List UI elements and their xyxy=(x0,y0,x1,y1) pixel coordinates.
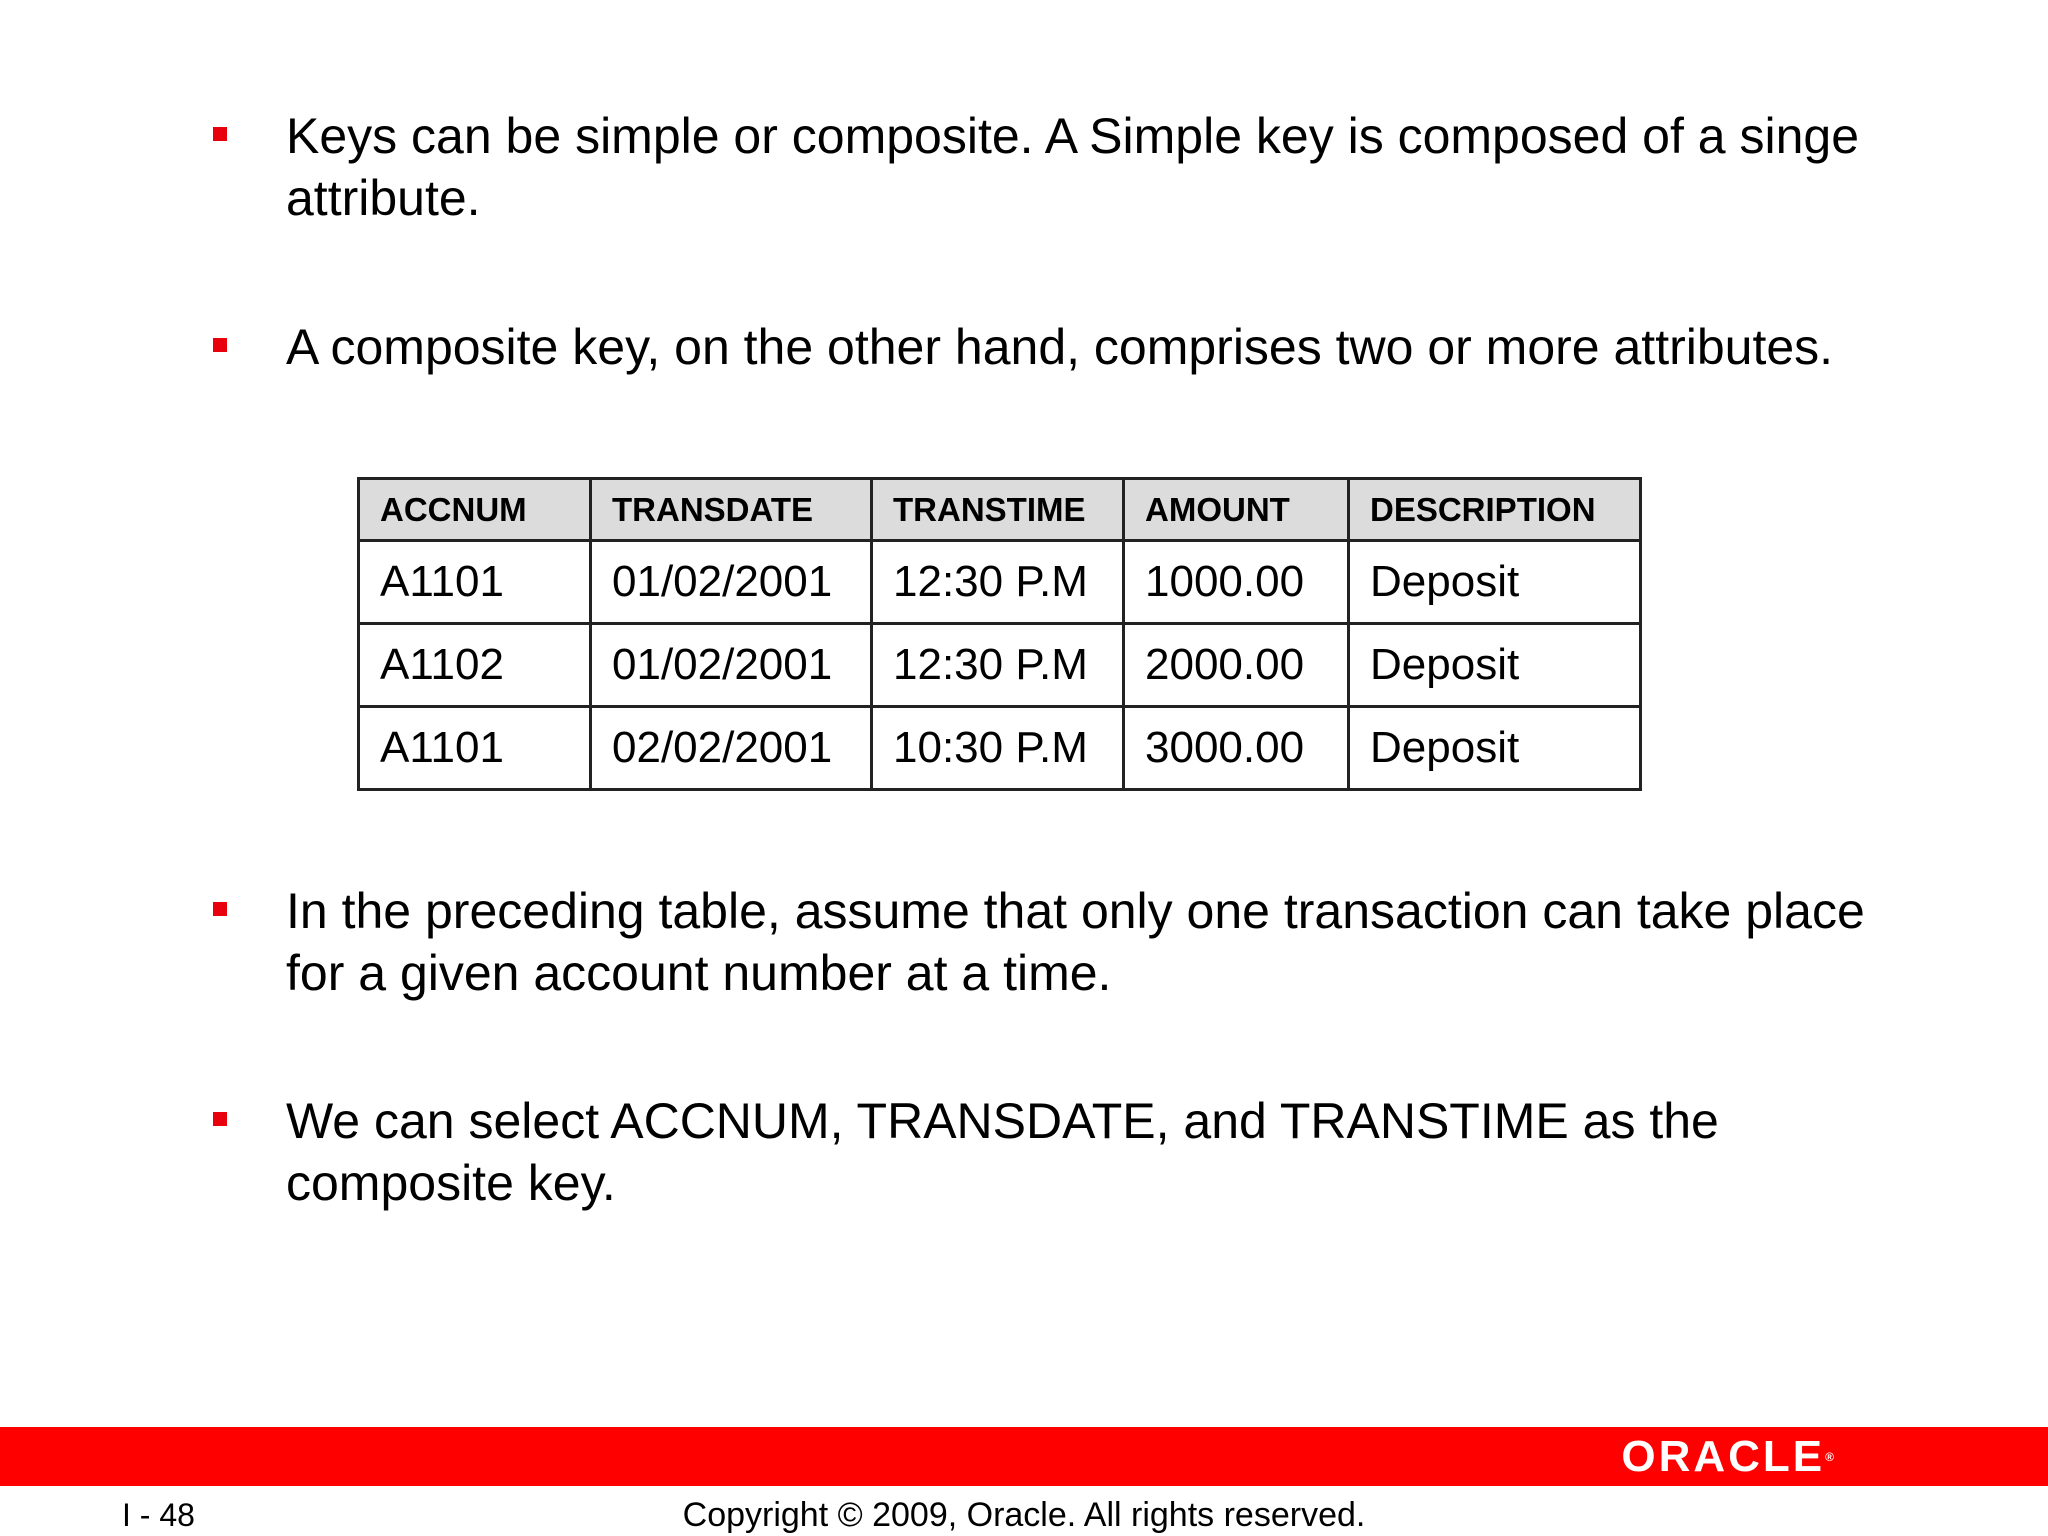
table-cell: A1101 xyxy=(359,541,591,624)
table-cell: 02/02/2001 xyxy=(591,707,872,790)
table-cell: 3000.00 xyxy=(1124,707,1349,790)
bullet-text: A composite key, on the other hand, comprises two or more attributes. xyxy=(286,319,1834,375)
table-cell: A1101 xyxy=(359,707,591,790)
column-header: DESCRIPTION xyxy=(1349,479,1641,541)
page-number: I - 48 xyxy=(122,1497,195,1533)
square-bullet-icon xyxy=(213,1112,227,1126)
table-cell: 01/02/2001 xyxy=(591,624,872,707)
table-row xyxy=(359,707,1641,790)
table-cell: 12:30 P.M xyxy=(872,541,1124,624)
square-bullet-icon xyxy=(213,127,227,141)
table-cell: 10:30 P.M xyxy=(872,707,1124,790)
transactions-table xyxy=(357,477,1642,791)
square-bullet-icon xyxy=(213,902,227,916)
column-header: ACCNUM xyxy=(359,479,591,541)
logo-text: ORACLE xyxy=(1621,1432,1826,1481)
oracle-logo: ORACLE® xyxy=(1621,1432,1834,1481)
column-header: TRANSTIME xyxy=(872,479,1124,541)
table-cell: Deposit xyxy=(1349,624,1641,707)
table-cell: 12:30 P.M xyxy=(872,624,1124,707)
column-header: TRANSDATE xyxy=(591,479,872,541)
copyright-text: Copyright © 2009, Oracle. All rights reserved. xyxy=(682,1496,1366,1534)
bullet-text: In the preceding table, assume that only one transaction can take place for a given account number at a time. xyxy=(286,883,1865,1001)
bullet-text: We can select ACCNUM, TRANSDATE, and TRANSTIME as the composite key. xyxy=(286,1093,1719,1211)
table-cell: Deposit xyxy=(1349,541,1641,624)
table-header-row xyxy=(359,479,1641,541)
table-row xyxy=(359,541,1641,624)
square-bullet-icon xyxy=(213,338,227,352)
table-cell: 01/02/2001 xyxy=(591,541,872,624)
bullet-text: Keys can be simple or composite. A Simple key is composed of a singe attribute. xyxy=(286,108,1859,226)
table-cell: 1000.00 xyxy=(1124,541,1349,624)
column-header: AMOUNT xyxy=(1124,479,1349,541)
table-cell: Deposit xyxy=(1349,707,1641,790)
table-cell: 2000.00 xyxy=(1124,624,1349,707)
table-cell: A1102 xyxy=(359,624,591,707)
table-row xyxy=(359,624,1641,707)
